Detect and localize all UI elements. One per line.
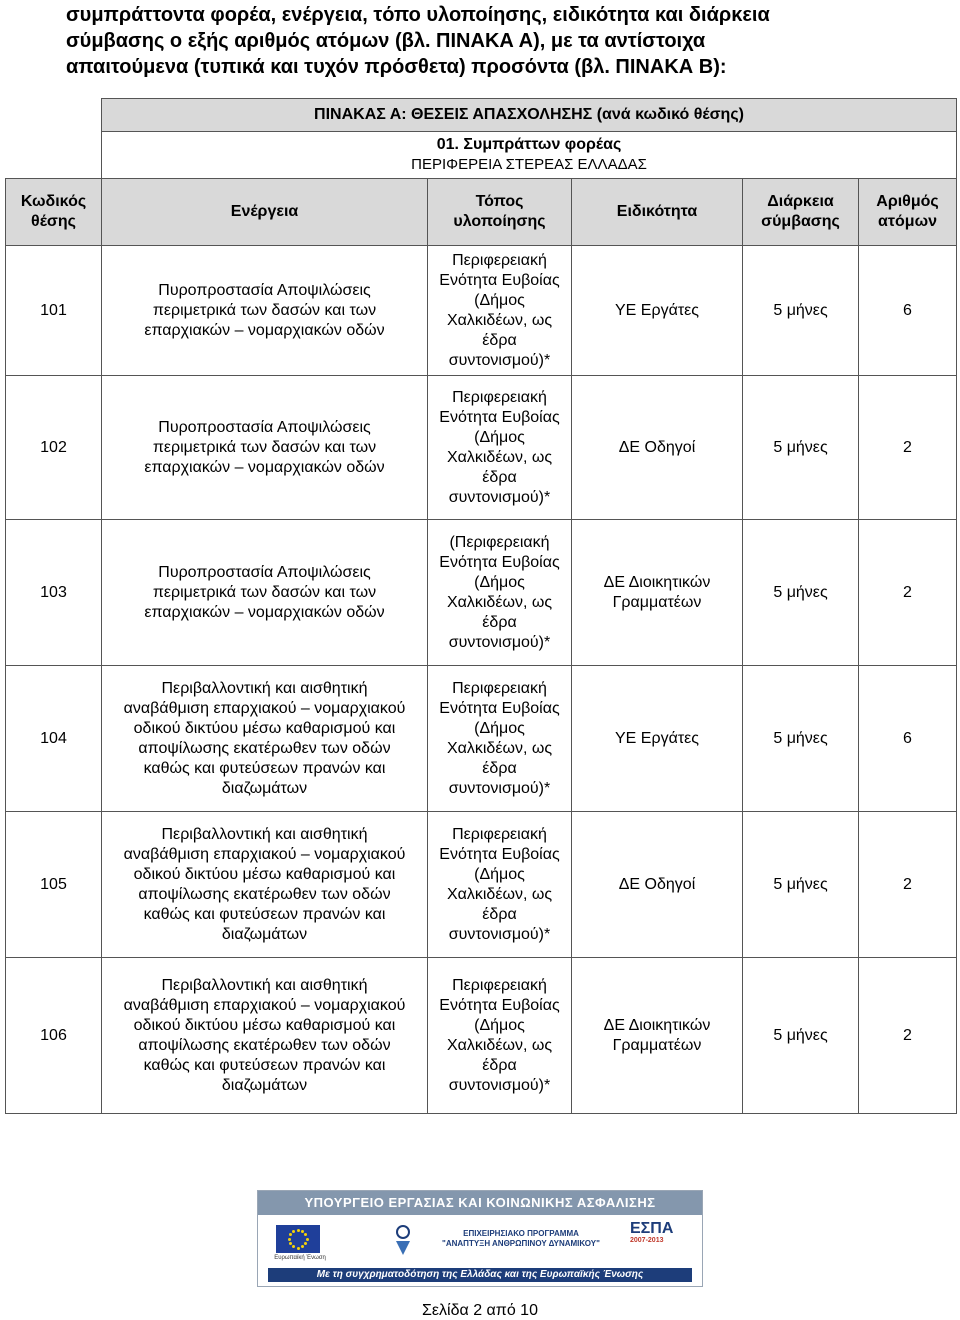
table-row xyxy=(6,958,957,1114)
cell-action: Πυροπροστασία Αποψιλώσεις περιμετρικά των δασών και των επαρχιακών – νομαρχιακών οδών xyxy=(102,376,428,520)
intro-line: σύμβασης ο εξής αριθμός ατόμων (βλ. ΠΙΝΑΚΑ Α), με τα αντίστοιχα xyxy=(66,30,706,52)
cell-location: (Περιφερειακή Ενότητα Ευβοίας (Δήμος Χαλκιδέων, ως έδρα συντονισμού)* xyxy=(428,520,572,666)
cell-specialty: ΥΕ Εργάτες xyxy=(572,666,743,812)
cell-code: 101 xyxy=(6,246,102,376)
table-corner xyxy=(6,99,102,179)
region-label: ΠΕΡΙΦΕΡΕΙΑ ΣΤΕΡΕΑΣ ΕΛΛΑΔΑΣ xyxy=(411,156,647,173)
cell-count: 6 xyxy=(859,666,957,812)
table-row xyxy=(6,812,957,958)
header-specialty: Ειδικότητα xyxy=(572,179,743,246)
cell-action: Περιβαλλοντική και αισθητική αναβάθμιση επαρχιακού – νομαρχιακού οδικού δικτύου μέσω καθαρισμού και αποψίλωσης εκατέρωθεν των οδών καθώς και φυτεύσεων πρανών και διαζωμάτων xyxy=(102,958,428,1114)
logos-row xyxy=(258,1215,702,1263)
cofinance-text: Με τη συγχρηματοδότηση της Ελλάδας και της Ευρωπαϊκής Ένωσης xyxy=(268,1268,692,1282)
greek-emblem-icon xyxy=(390,1223,416,1257)
cell-specialty: ΔΕ Διοικητικών Γραμματέων xyxy=(572,958,743,1114)
espa-logo: ΕΣΠΑ 2007-2013 xyxy=(630,1220,674,1244)
partner-label: 01. Συμπράττων φορέας xyxy=(436,136,622,153)
cell-count: 2 xyxy=(859,376,957,520)
table-row xyxy=(6,376,957,520)
cell-action: Πυροπροστασία Αποψιλώσεις περιμετρικά των δασών και των επαρχιακών – νομαρχιακών οδών xyxy=(102,520,428,666)
cell-action: Περιβαλλοντική και αισθητική αναβάθμιση επαρχιακού – νομαρχιακού οδικού δικτύου μέσω καθαρισμού και αποψίλωσης εκατέρωθεν των οδών καθώς και φυτεύσεων πρανών και διαζωμάτων xyxy=(102,812,428,958)
cell-code: 103 xyxy=(6,520,102,666)
cell-count: 2 xyxy=(859,520,957,666)
cell-duration: 5 μήνες xyxy=(743,958,859,1114)
cell-location: Περιφερειακή Ενότητα Ευβοίας (Δήμος Χαλκιδέων, ως έδρα συντονισμού)* xyxy=(428,666,572,812)
table-row xyxy=(6,666,957,812)
cell-duration: 5 μήνες xyxy=(743,520,859,666)
intro-line: συμπράττοντα φορέα, ενέργεια, τόπο υλοποίησης, ειδικότητα και διάρκεια xyxy=(66,4,770,26)
cell-code: 106 xyxy=(6,958,102,1114)
cell-code: 105 xyxy=(6,812,102,958)
cell-duration: 5 μήνες xyxy=(743,246,859,376)
intro-paragraph xyxy=(66,2,896,80)
cell-specialty: ΥΕ Εργάτες xyxy=(572,246,743,376)
cell-action: Περιβαλλοντική και αισθητική αναβάθμιση επαρχιακού – νομαρχιακού οδικού δικτύου μέσω καθαρισμού και αποψίλωσης εκατέρωθεν των οδών καθώς και φυτεύσεων πρανών και διαζωμάτων xyxy=(102,666,428,812)
cell-location: Περιφερειακή Ενότητα Ευβοίας (Δήμος Χαλκιδέων, ως έδρα συντονισμού)* xyxy=(428,246,572,376)
header-duration: Διάρκεια σύμβασης xyxy=(743,179,859,246)
cell-location: Περιφερειακή Ενότητα Ευβοίας (Δήμος Χαλκιδέων, ως έδρα συντονισμού)* xyxy=(428,812,572,958)
cell-specialty: ΔΕ Διοικητικών Γραμματέων xyxy=(572,520,743,666)
header-code: Κωδικός θέσης xyxy=(6,179,102,246)
cofinancing-banner xyxy=(257,1190,703,1287)
header-location: Τόπος υλοποίησης xyxy=(428,179,572,246)
eu-flag-icon xyxy=(276,1225,320,1253)
intro-line: απαιτούμενα (τυπικά και τυχόν πρόσθετα) προσόντα (βλ. ΠΙΝΑΚΑ Β): xyxy=(66,56,727,78)
table-row xyxy=(6,246,957,376)
table-row xyxy=(6,520,957,666)
table-title: ΠΙΝΑΚΑΣ Α: ΘΕΣΕΙΣ ΑΠΑΣΧΟΛΗΣΗΣ (ανά κωδικό θέσης) xyxy=(102,99,957,132)
cell-specialty: ΔΕ Οδηγοί xyxy=(572,812,743,958)
program-label: ΕΠΙΧΕΙΡΗΣΙΑΚΟ ΠΡΟΓΡΑΜΜΑ "ΑΝΑΠΤΥΞΗ ΑΝΘΡΩΠΙΝΟΥ ΔΥΝΑΜΙΚΟΥ" xyxy=(442,1229,600,1248)
page-number: Σελίδα 2 από 10 xyxy=(422,1302,538,1319)
cell-duration: 5 μήνες xyxy=(743,812,859,958)
cell-count: 2 xyxy=(859,812,957,958)
cell-code: 104 xyxy=(6,666,102,812)
cell-duration: 5 μήνες xyxy=(743,666,859,812)
cell-action: Πυροπροστασία Αποψιλώσεις περιμετρικά των δασών και των επαρχιακών – νομαρχιακών οδών xyxy=(102,246,428,376)
table-subtitle xyxy=(102,132,957,179)
cell-count: 6 xyxy=(859,246,957,376)
cell-location: Περιφερειακή Ενότητα Ευβοίας (Δήμος Χαλκιδέων, ως έδρα συντονισμού)* xyxy=(428,958,572,1114)
positions-table xyxy=(5,98,957,1114)
cell-specialty: ΔΕ Οδηγοί xyxy=(572,376,743,520)
cell-location: Περιφερειακή Ενότητα Ευβοίας (Δήμος Χαλκιδέων, ως έδρα συντονισμού)* xyxy=(428,376,572,520)
eu-label: Ευρωπαϊκή Ένωση xyxy=(274,1255,326,1261)
cell-duration: 5 μήνες xyxy=(743,376,859,520)
cell-count: 2 xyxy=(859,958,957,1114)
ministry-bar: ΥΠΟΥΡΓΕΙΟ ΕΡΓΑΣΙΑΣ ΚΑΙ ΚΟΙΝΩΝΙΚΗΣ ΑΣΦΑΛΙΣΗΣ xyxy=(258,1191,702,1215)
header-action: Ενέργεια xyxy=(102,179,428,246)
header-count: Αριθμός ατόμων xyxy=(859,179,957,246)
cell-code: 102 xyxy=(6,376,102,520)
